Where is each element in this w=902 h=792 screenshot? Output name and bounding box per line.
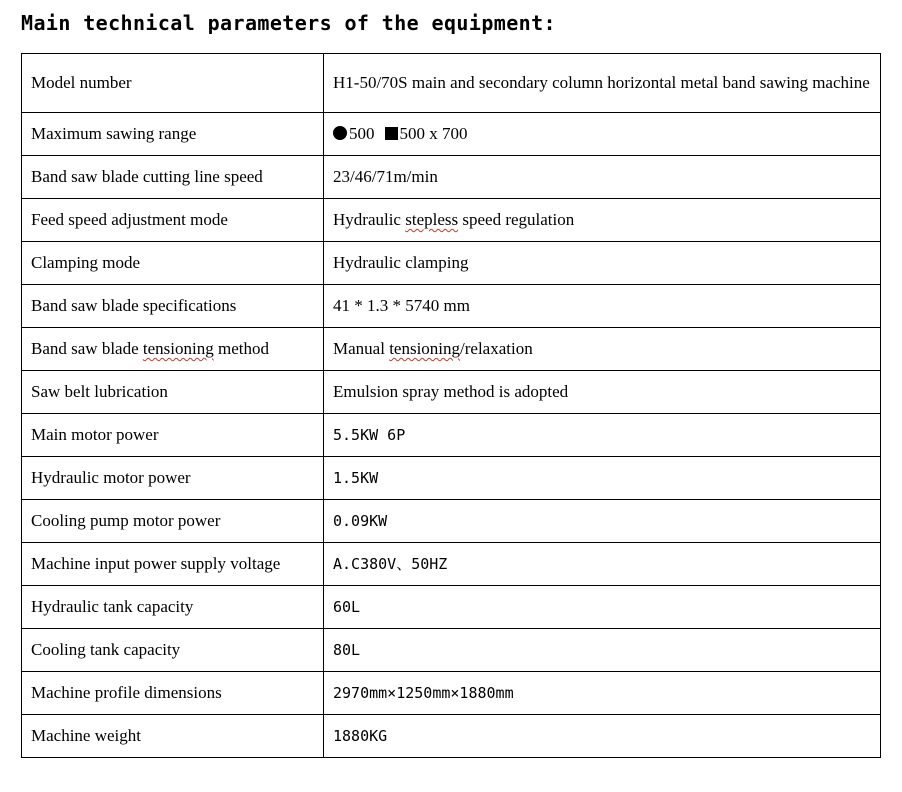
table-row bbox=[22, 500, 881, 543]
param-label: Maximum sawing range bbox=[22, 113, 324, 156]
table-row bbox=[22, 328, 881, 371]
param-value: A.C380V、50HZ bbox=[324, 543, 881, 586]
param-label: Main motor power bbox=[22, 414, 324, 457]
table-row bbox=[22, 285, 881, 328]
table-row bbox=[22, 113, 881, 156]
table-row bbox=[22, 672, 881, 715]
value-text: Manual bbox=[333, 339, 390, 358]
table-row bbox=[22, 457, 881, 500]
param-label: Cooling tank capacity bbox=[22, 629, 324, 672]
table-row bbox=[22, 242, 881, 285]
param-value: H1-50/70S main and secondary column horizontal metal band sawing machine bbox=[324, 54, 881, 113]
param-label: Machine input power supply voltage bbox=[22, 543, 324, 586]
param-label: Clamping mode bbox=[22, 242, 324, 285]
label-text-marked: tensioning bbox=[142, 339, 214, 358]
value-text: speed regulation bbox=[458, 210, 575, 229]
table-row bbox=[22, 629, 881, 672]
param-value: 41 * 1.3 * 5740 mm bbox=[324, 285, 881, 328]
round-section-value: 500 bbox=[349, 124, 375, 143]
value-text-marked: stepless bbox=[405, 210, 459, 229]
param-label: Machine weight bbox=[22, 715, 324, 758]
parameters-table bbox=[21, 53, 881, 758]
table-row bbox=[22, 371, 881, 414]
page-title: Main technical parameters of the equipment: bbox=[21, 11, 556, 35]
param-value bbox=[324, 113, 881, 156]
param-value: 60L bbox=[324, 586, 881, 629]
table-row bbox=[22, 156, 881, 199]
value-text-marked: tensioning bbox=[389, 339, 461, 358]
round-section-icon bbox=[333, 126, 347, 140]
param-value: 1880KG bbox=[324, 715, 881, 758]
param-value: 2970mm×1250mm×1880mm bbox=[324, 672, 881, 715]
param-label: Hydraulic motor power bbox=[22, 457, 324, 500]
value-text: /relaxation bbox=[460, 339, 533, 358]
param-value: Hydraulic clamping bbox=[324, 242, 881, 285]
rectangular-section-value: 500 x 700 bbox=[399, 124, 468, 143]
value-text: Hydraulic bbox=[333, 210, 406, 229]
table-row bbox=[22, 543, 881, 586]
param-label: Band saw blade cutting line speed bbox=[22, 156, 324, 199]
param-label: Saw belt lubrication bbox=[22, 371, 324, 414]
rectangular-section-icon bbox=[385, 127, 398, 140]
table-row bbox=[22, 715, 881, 758]
param-value bbox=[324, 199, 881, 242]
param-label: Machine profile dimensions bbox=[22, 672, 324, 715]
param-label bbox=[22, 328, 324, 371]
label-text: method bbox=[213, 339, 269, 358]
table-row bbox=[22, 414, 881, 457]
param-value: 0.09KW bbox=[324, 500, 881, 543]
label-text: Band saw blade bbox=[31, 339, 143, 358]
param-value: 23/46/71m/min bbox=[324, 156, 881, 199]
param-label: Band saw blade specifications bbox=[22, 285, 324, 328]
param-value bbox=[324, 328, 881, 371]
param-value: 5.5KW 6P bbox=[324, 414, 881, 457]
table-row bbox=[22, 199, 881, 242]
table-row bbox=[22, 54, 881, 113]
table-row bbox=[22, 586, 881, 629]
param-value: 1.5KW bbox=[324, 457, 881, 500]
param-label: Feed speed adjustment mode bbox=[22, 199, 324, 242]
param-label: Cooling pump motor power bbox=[22, 500, 324, 543]
param-label: Hydraulic tank capacity bbox=[22, 586, 324, 629]
param-label: Model number bbox=[22, 54, 324, 113]
param-value: 80L bbox=[324, 629, 881, 672]
param-value: Emulsion spray method is adopted bbox=[324, 371, 881, 414]
